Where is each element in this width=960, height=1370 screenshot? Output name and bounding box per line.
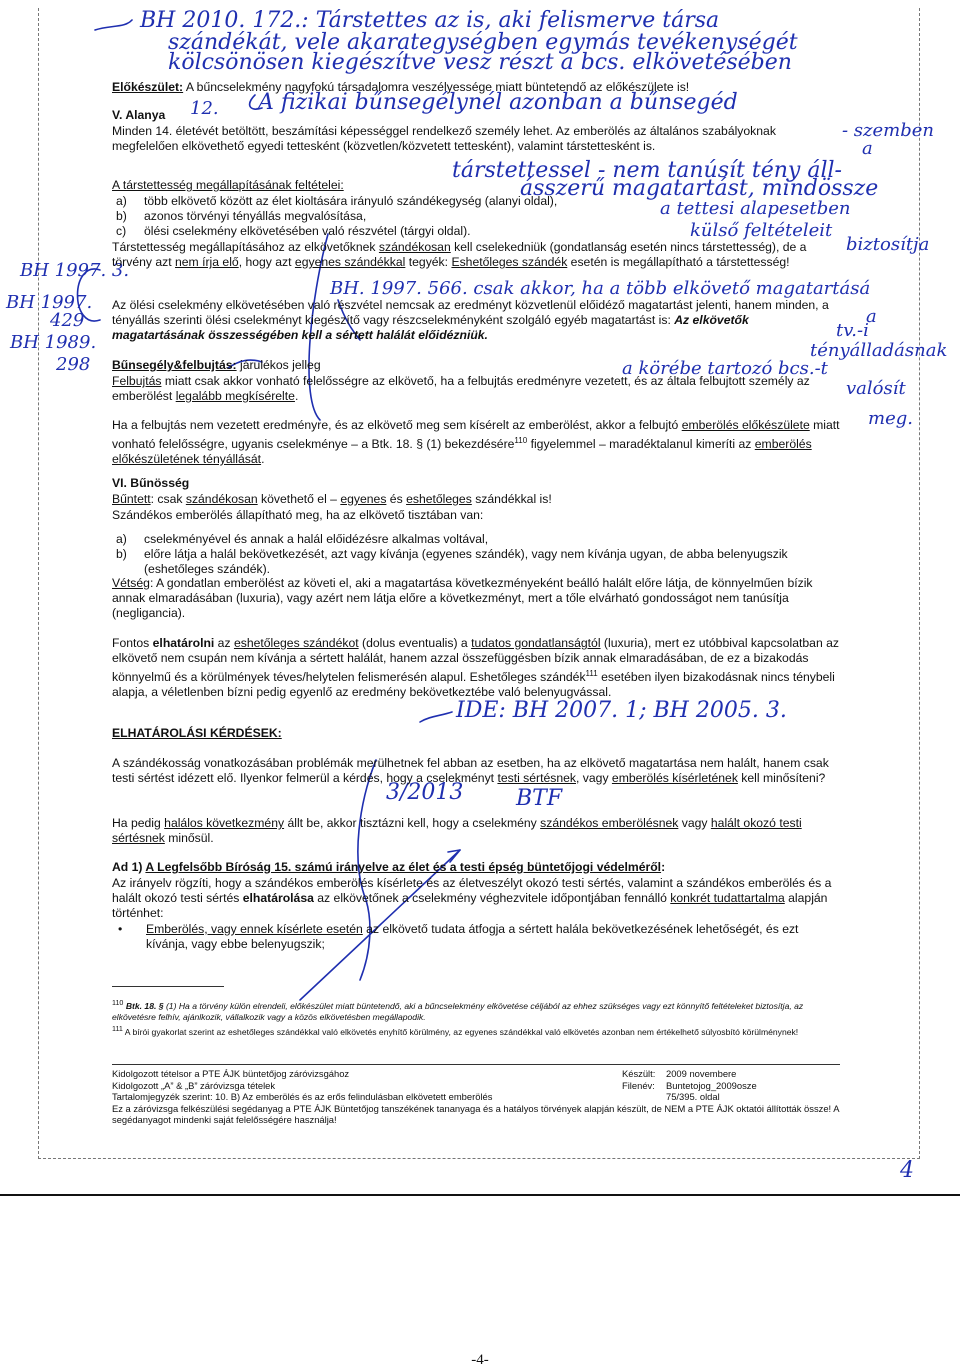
elokeszulet-text: A bűncselekmény nagyfokú társadalomra veszélyessége miatt büntetendő az előkészülete is!: [183, 80, 690, 94]
vetseg-label: Vétség: [112, 576, 150, 590]
handwritten-a: a: [862, 138, 873, 159]
buntett-line: [112, 492, 840, 507]
footer-row-2: [112, 1080, 840, 1092]
footnote-separator: [112, 986, 224, 987]
footnote-110-number: 110: [112, 999, 124, 1007]
ha-text-4: .: [261, 452, 265, 467]
handwritten-margin-298: 298: [56, 354, 91, 375]
footer-left-2: Kidolgozott „A” & „B” záróvizsga tételek: [112, 1079, 276, 1091]
bullet-underline: Emberölés, vagy ennek kísérlete esetén: [146, 922, 363, 936]
elhatarolasi-paragraph: [112, 756, 840, 786]
ha-text-2: miatt vonható felelősségre, ugyanis cselekménye – a Btk. 18. § (1) bekezdésére: [112, 418, 840, 452]
elokeszulet-label: Előkészület:: [112, 80, 184, 94]
vetseg-text: : A gondatlan emberölést az követi el, aki a magatartása következményeként beálló halált előre látja, de könnyelműen bízik annak elmaradásában (luxuria), vagy azért nem látja előre a következményt, mert a tőle elvárható gondosságot nem tanúsítja (negligancia).: [112, 576, 813, 620]
szandek-b-text: előre látja a halál bekövetkezését, azt vagy kívánja (egyenes szándék), vagy nem kívánja ugyan, de abba belenyugszik (eshetőleges szándék).: [144, 547, 788, 576]
tars-text-4: tegyék:: [405, 255, 452, 269]
handwritten-tv: tv.-i: [836, 320, 869, 341]
buntett-text-3: és: [386, 492, 407, 506]
handwritten-bracket-left: [78, 269, 101, 321]
ad1-heading: [112, 860, 840, 875]
footer-disclaimer: Ez a záróvizsga felkészülési segédanyag a PTE ÁJK Büntetőjog tanszékének tananyaga és a hatályos törvények alapján készült, de NEM a PTE ÁJK oktatói állították össze! A segédanyagot mindenki saját felelősségére használja!: [112, 1102, 839, 1125]
felbujtas-label: Felbujtás: [112, 374, 162, 388]
footer-left-3: Tartalomjegyzék szerint: 10. B) Az emberölés és az erős felindulásban elkövetett emberölés: [112, 1091, 493, 1102]
ad1-prefix: Ad 1): [112, 860, 146, 874]
buntett-label: Bűntett: [112, 492, 151, 506]
footer-key-2: Filenév:: [622, 1079, 655, 1091]
handwritten-meg: meg.: [868, 408, 913, 429]
fontos-text-1: Fontos: [112, 636, 153, 650]
szandek-b-marker: b): [116, 547, 127, 561]
fontos-underline-2: tudatos gondatlanságtól: [471, 636, 601, 650]
footnote-110-text: (1) Ha a törvény külön elrendeli, előkészület miatt büntetendő, aki a bűncselekmény elkövetése céljából az ehhez szükséges vagy ezt könnyítő feltételeket biztosítja, az elkövetésre felhív, ajánlkozik, vállalkozik vagy a közös elkövetésben megállapodik.: [112, 1000, 804, 1022]
fontos-underline-1: eshetőleges szándékot: [233, 636, 359, 650]
buntett-text-4: szándékkal is!: [471, 492, 552, 506]
fontos-paragraph: [112, 636, 840, 700]
footer-value-2: Buntetojog_2009osze: [666, 1079, 757, 1091]
handwritten-3-2013: 3/2013: [386, 780, 464, 805]
footnote-110: [112, 998, 840, 1023]
fontos-text-2: az: [214, 636, 234, 650]
elhat-underline-2: emberölés kísérletének: [611, 771, 738, 785]
handwritten-note-line-2: szándékát, vele akarategységben egymás tevékenységét: [168, 30, 798, 55]
tars-underline-1: szándékosan: [378, 240, 451, 254]
tars-text-2: kell cselekedniük (gondatlanság esetén nincs társtettesség), de a törvény azt: [112, 240, 807, 269]
handwritten-biztositja: biztosítja: [846, 234, 930, 255]
tars-underline-2: nem írja elő: [175, 255, 239, 269]
handwritten-btf: BTF: [516, 786, 563, 811]
elhatarolasi-heading: ELHATÁROLÁSI KÉRDÉSEK:: [112, 726, 282, 740]
condition-b: [116, 209, 844, 224]
felbujtas-text-1: miatt csak akkor vonható felelősségre az elkövető, ha a felbujtás eredményre vezetett, és az általa felbujtott személy az emberölést: [112, 374, 810, 403]
fontos-text-4: (luxuria), mert ez utóbbival kapcsolatban az elkövető nem csupán nem kívánja a sértett halálát, hanem azzal összefüggésben bízik annak elmaradásában, de ez a bizakodás könnyelmű és a körülmények téves/helytelen felismerésén alapul. Eshetőleges szándék: [112, 636, 839, 685]
halalos-underline-1: halálos következmény: [164, 816, 285, 830]
condition-b-marker: b): [116, 209, 127, 223]
elhat-text-2: , vagy: [576, 771, 612, 785]
tars-text-1: Társtettesség megállapításához az elkövetőknek: [112, 240, 379, 254]
handwritten-tettesi: a tettesi alapesetben: [660, 198, 851, 219]
bunosseg-heading: VI. Bűnösség: [112, 476, 190, 490]
ad1-title: A Legfelsőbb Bíróság 15. számú irányelve az élet és a testi épség büntetőjogi védelméről: [145, 860, 662, 874]
bunseged-heading: Bűnsegély&felbujtás:: [112, 358, 237, 372]
document-footer: [112, 1064, 840, 1126]
oles-paragraph: [112, 298, 840, 343]
alanya-heading: V. Alanya: [112, 108, 166, 122]
condition-c-text: ölési cselekmény elkövetésében való részvétel (tárgyi oldal).: [144, 224, 471, 238]
halalos-text-1: Ha pedig: [112, 816, 165, 830]
iranyelv-underline: konkrét tudattartalma: [670, 891, 785, 905]
footer-value-1: 2009 novembere: [666, 1068, 737, 1079]
handwritten-arrow-ide: [420, 712, 452, 722]
handwritten-note-line-3: kölcsönösen kiegészítve vesz részt a bcs. elkövetésében: [168, 50, 792, 75]
buntett-text-2: követhető el –: [257, 492, 341, 506]
ha-text-1: Ha a felbujtás nem vezetett eredményre, és az elkövető meg sem kísérelt az emberölést, akkor a felbujtó: [112, 418, 682, 432]
halalos-text-2: állt be, akkor tisztázni kell, hogy a cselekmény: [284, 816, 541, 830]
page-number: -4-: [471, 1352, 489, 1368]
footnote-ref-111[interactable]: 111: [585, 669, 598, 678]
footer-row-3: [112, 1091, 840, 1103]
buntett-underline-1: szándékosan: [185, 492, 258, 506]
szandekos-paragraph: Szándékos emberölés állapítható meg, ha az elkövető tisztában van:: [112, 508, 484, 522]
condition-c: [116, 220, 844, 241]
condition-c-marker: c): [116, 224, 127, 238]
halalos-paragraph: [112, 816, 840, 846]
handwritten-alanya-number: 12.: [190, 98, 219, 119]
handwritten-fizikai-note: A fizikai bűnsegélynél azonban a bűnsegéd: [258, 90, 738, 115]
handwritten-valosit: valósít: [846, 378, 906, 399]
buntett-underline-3: eshetőleges: [406, 492, 472, 506]
handwritten-korebe: a körébe tartozó bcs.-t: [622, 358, 828, 379]
footnote-111-text: A bírói gyakorlat szerint az eshetőleges szándékkal való elkövetés enyhítő körülmény, az egyenes szándékkal való elkövetés azonban nem értékelhető súlyosbító körülménynek!: [122, 1026, 799, 1037]
buntett-text-1: : csak: [150, 492, 186, 506]
bullet-rest: az elkövető tudata átfogja a sértett halála bekövetkezésének lehetőségét, és ezt kívánja, vagy ebbe belenyugszik;: [146, 922, 799, 951]
handwritten-a-2: a: [866, 306, 877, 327]
felbujtas-paragraph: [112, 374, 840, 404]
szandek-a-marker: a): [116, 532, 127, 546]
halalos-text-3: vagy: [678, 816, 711, 830]
bunseged-heading-line: [112, 358, 840, 373]
handwritten-margin-bh-1997-3: BH 1997. 3.: [20, 260, 130, 281]
footer-left-1: Kidolgozott tételsor a PTE ÁJK büntetőjog záróvizsgához: [112, 1068, 350, 1079]
halalos-text-4: minősül.: [164, 831, 214, 845]
condition-b-text: azonos törvényi tényállás megvalósítása,: [144, 209, 367, 223]
iranyelv-paragraph: [112, 876, 840, 921]
szandek-a-text: cselekményével és annak a halál előidézésre alkalmas voltával,: [144, 532, 489, 546]
condition-a-marker: a): [116, 194, 127, 208]
handwritten-note-line-1: BH 2010. 172.: Társtettes az is, aki felismerve társa: [140, 8, 720, 33]
oles-text: Az ölési cselekmény elkövetésében való részvétel nemcsak az eredményt közvetlenül előidéző magatartást jelenti, hanem minden, a tényállás szerinti ölési cselekményt kiegészítő vagy részcselekményként szolgáló egyéb magatartást is:: [112, 298, 829, 327]
handwritten-bh-1997-566: BH. 1997. 566. csak akkor, ha a több elkövető magatartásá: [330, 278, 871, 299]
footer-row-1: [112, 1068, 840, 1080]
handwritten-margin-429: 429: [50, 310, 85, 331]
bunseged-rest: járulékos jelleg: [236, 358, 321, 372]
fontos-bold: elhatárolni: [152, 636, 215, 650]
szandek-item-a: [116, 532, 844, 547]
handwritten-tarstettessel: társtettessel - nem tanúsít tény áll-: [452, 158, 842, 183]
footer-key-3-empty: [622, 1091, 666, 1103]
footnote-111: [112, 1024, 840, 1038]
handwritten-arrow-top: [95, 20, 132, 30]
halalos-underline-2: szándékos emberölésnek: [540, 816, 679, 830]
elokeszulet-line: [112, 80, 840, 95]
szandek-item-b: [116, 547, 840, 577]
handwritten-magatartas: ásszerű magatartást, mindössze: [520, 176, 879, 201]
oles-emphasis: Az elkövetők magatartásának összességében kell a sértett halálát előidézniük.: [112, 313, 749, 342]
footer-key-1: Készült:: [622, 1068, 656, 1079]
tars-text-3: , hogy azt: [238, 255, 295, 269]
tars-underline-4: Eshetőleges szándék: [451, 255, 568, 269]
bullet-text: [146, 922, 840, 952]
elhat-underline-1: testi sértésnek: [497, 771, 577, 785]
halalos-underline-3: halált okozó testi sértésnek: [112, 816, 802, 845]
iranyelv-text-2: az elkövetőnek a cselekmény véghezvitele időpontjában fennálló: [313, 891, 671, 905]
footnote-110-bold: Btk. 18. §: [125, 1000, 164, 1011]
handwritten-szemben: - szemben: [842, 120, 935, 141]
buntett-underline-2: egyenes: [340, 492, 387, 506]
fontos-text-5: esetében ilyen bizakodásnak nincs ténybeli alapja, a véletlenben bízni pedig egyenlő az eredmény bekövetkeztébe való belenyugvással.: [112, 670, 835, 700]
iranyelv-bold: elhatárolása: [242, 891, 314, 905]
felbujtas-underline: legalább megkísérelte: [175, 389, 295, 403]
iranyelv-text-1: Az irányelv rögzíti, hogy a szándékos emberölés kísérlete és az életveszélyt okozó testi sértés, valamint a szándékos emberölés és a halált okozó testi sértés: [112, 876, 832, 905]
tars-underline-3: egyenes szándékkal: [294, 255, 406, 269]
page-separator: [0, 1194, 960, 1196]
handwritten-page-corner: 4: [900, 1158, 914, 1183]
handwritten-margin-bh-1997: BH 1997.: [6, 292, 93, 313]
ha-underline-2: emberölés előkészületének tényállását: [112, 437, 812, 467]
condition-a: [116, 194, 844, 209]
footer-value-3: 75/395. oldal: [666, 1091, 720, 1102]
alanya-paragraph: Minden 14. életévét betöltött, beszámítási képességgel rendelkező személy lehet. Az emberölés az általános szabályoknak megfelelően elkövethető egyedi tettesként (közvetlen/közvetett tettesként), valamint társtettesként is.: [112, 124, 776, 153]
condition-a-text: több elkövető között az élet kioltására irányuló szándékegység (alanyi oldal),: [144, 194, 558, 208]
tarstettesseg-heading: A társtettesség megállapításának feltételei:: [112, 178, 344, 192]
footnote-111-number: 111: [112, 1025, 123, 1033]
ha-text-3: figyelemmel – maradéktalanul kimeríti az: [527, 437, 755, 452]
handwritten-margin-bh-1989: BH 1989.: [10, 332, 97, 353]
bullet-item: [112, 922, 840, 952]
felbujto-paragraph: [112, 418, 840, 467]
vetseg-paragraph: [112, 576, 840, 621]
fontos-text-3: (dolus eventualis) a: [358, 636, 472, 650]
tarstettesseg-paragraph: [112, 240, 840, 270]
tars-text-5: esetén is megállapítható a társtettesség!: [567, 255, 790, 269]
footnote-ref-110[interactable]: 110: [514, 436, 528, 445]
elhat-text-3: kell minősíteni?: [737, 771, 826, 785]
iranyelv-text-3: alapján történhet:: [112, 891, 828, 920]
ha-underline-1: emberölés előkészülete: [681, 418, 810, 432]
ad1-suffix: :: [661, 860, 666, 874]
felbujtas-text-2: .: [294, 389, 299, 403]
elhat-text-1: A szándékosság vonatkozásában problémák merülhetnek fel abban az esetben, ha az elkövető magatartása nem halált, hanem csak testi sértést idézett elő. Ilyenkor felmerül a kérdés, hogy a cselekményt: [112, 756, 829, 785]
bullet-marker: •: [118, 922, 123, 936]
handwritten-ide-bh: IDE: BH 2007. 1; BH 2005. 3.: [456, 698, 787, 723]
handwritten-tenyalladesnak: tényálladásnak: [810, 340, 948, 361]
handwritten-kulso: külső feltételeit: [690, 220, 833, 241]
